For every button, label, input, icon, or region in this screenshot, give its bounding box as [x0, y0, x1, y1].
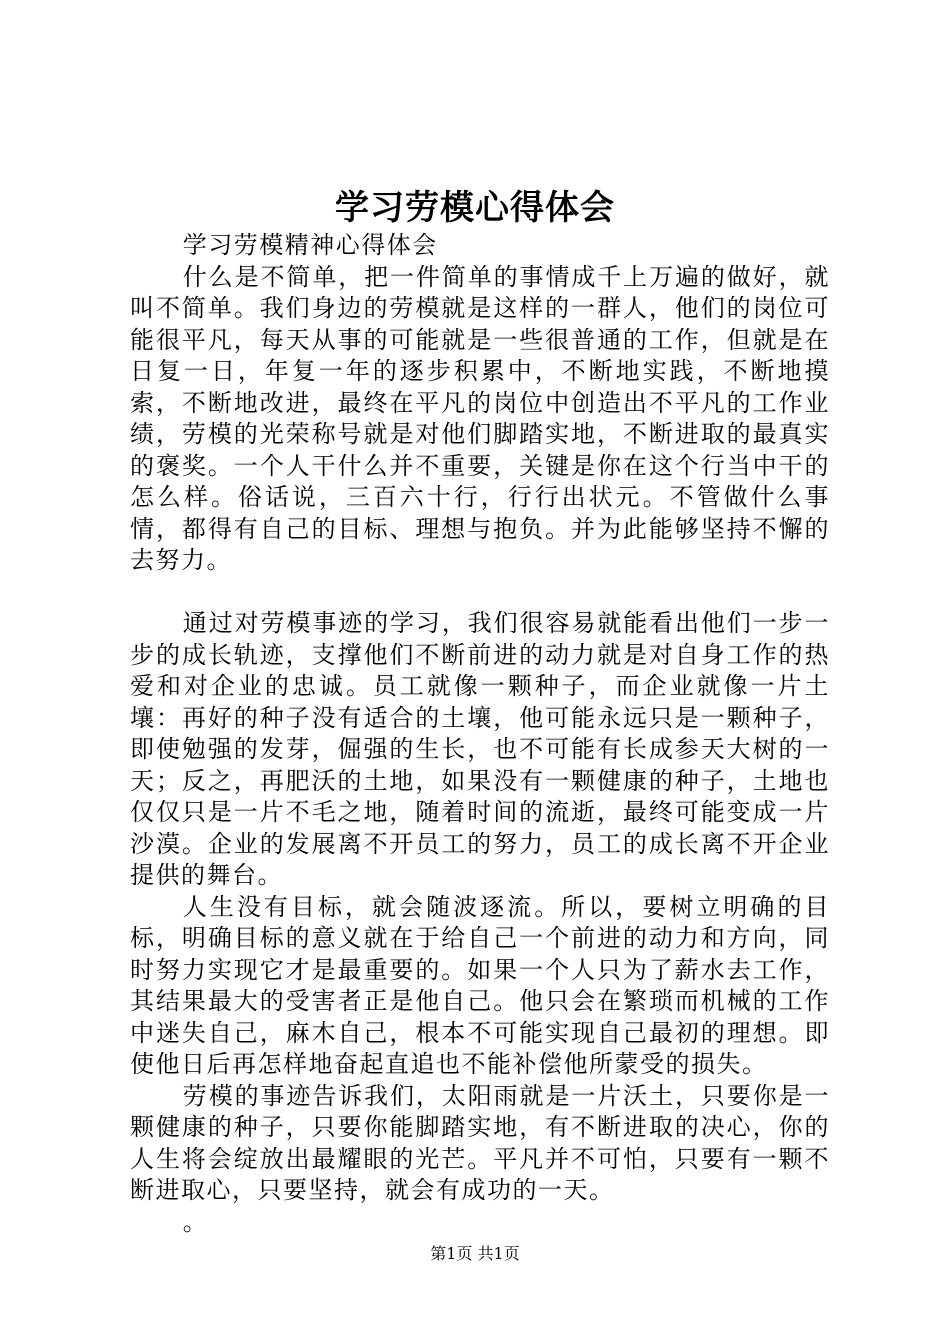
paragraph-4: 劳模的事迹告诉我们，太阳雨就是一片沃土，只要你是一颗健康的种子，只要你能脚踏实地，有不断进取的决心，你的人生将会绽放出最耀眼的光芒。平凡并不可怕，只要有一颗不断进取心，只要坚持，就会有成功的一天。	[130, 1081, 830, 1204]
blank-line	[130, 577, 830, 609]
paragraph-2: 通过对劳模事迹的学习，我们很容易就能看出他们一步一步的成长轨迹，支撑他们不断前进的动力就是对自身工作的热爱和对企业的忠诚。员工就像一颗种子，而企业就像一片土壤：再好的种子没有适合的土壤，他可能永远只是一颗种子，即使勉强的发芽，倔强的生长，也不可能有长成参天大树的一天；反之，再肥沃的土地，如果没有一颗健康的种子，土地也仅仅只是一片不毛之地，随着时间的流逝，最终可能变成一片沙漠。企业的发展离不开员工的努力，员工的成长离不开企业提供的舞台。	[130, 609, 830, 889]
page-footer: 第1页 共1页	[430, 1244, 520, 1263]
page-title: 学习劳模心得体会	[335, 188, 615, 228]
paragraph-5: 。	[182, 1207, 209, 1236]
paragraph-3: 人生没有目标，就会随波逐流。所以，要树立明确的目标，明确目标的意义就在于给自己一个前进的动力和方向，同时努力实现它才是最重要的。如果一个人只为了薪水去工作，其结果最大的受害者正是他自己。他只会在繁琐而机械的工作中迷失自己，麻木自己，根本不可能实现自己最初的理想。即使他日后再怎样地奋起直追也不能补偿他所蒙受的损失。	[130, 892, 830, 1078]
document-body	[130, 230, 830, 1238]
paragraph-1: 什么是不简单，把一件简单的事情成千上万遍的做好，就叫不简单。我们身边的劳模就是这样的一群人，他们的岗位可能很平凡，每天从事的可能就是一些很普通的工作，但就是在日复一日，年复一年的逐步积累中，不断地实践，不断地摸索，不断地改进，最终在平凡的岗位中创造出不平凡的工作业绩，劳模的光荣称号就是对他们脚踏实地，不断进取的最真实的褒奖。一个人干什么并不重要，关键是你在这个行当中干的怎么样。俗话说，三百六十行，行行出状元。不管做什么事情，都得有自己的目标、理想与抱负。并为此能够坚持不懈的去努力。	[130, 262, 830, 574]
document-subtitle: 学习劳模精神心得体会	[182, 231, 438, 259]
